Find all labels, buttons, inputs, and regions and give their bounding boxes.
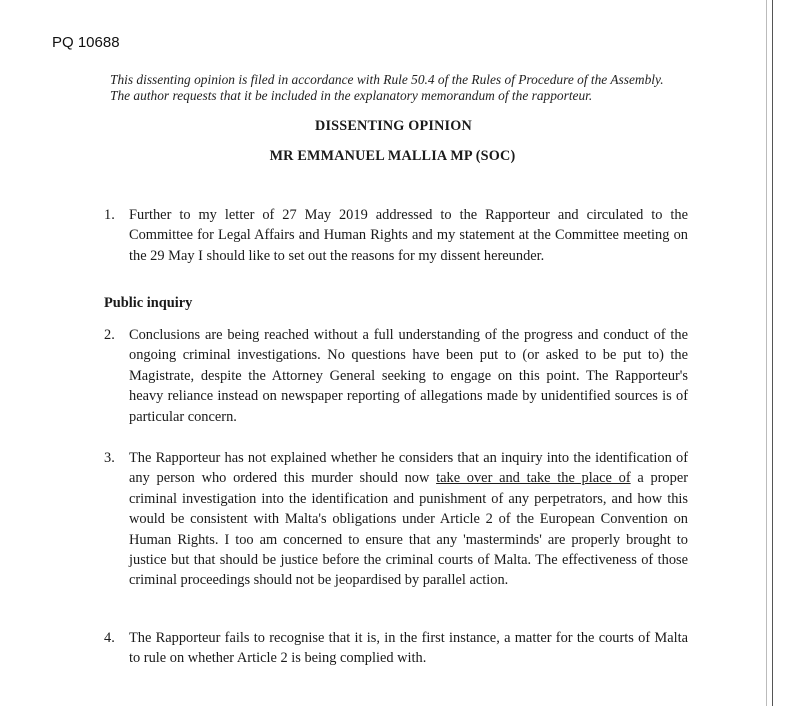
paragraph-text: The Rapporteur fails to recognise that it is, in the first instance, a matter for the courts of Malta to rule on whether Article 2 is being complied with. xyxy=(129,630,688,667)
paragraph-text: Conclusions are being reached without a full understanding of the progress and conduct of the ongoing criminal investigations. No questions have been put to (or asked to be put to) the Magistrate, despite the Attorney General seeking to engage on this point. The Rapporteur's heavy reliance instead on newspaper reporting of allegations made by unidentified sources is of particular concern. xyxy=(129,327,688,425)
paragraph-number: 3. xyxy=(104,450,115,466)
paragraph-4 xyxy=(104,628,688,669)
paragraph-1 xyxy=(104,205,688,266)
paragraph-text-end: a proper criminal investigation into the identification and punishment of any perpetrators, and how this would be consistent with Malta's obligations under Article 2 of the European Convention on Human Rights. I too am concerned to ensure that any 'masterminds' are properly brought to justice but that should be justice before the criminal courts of Malta. The effectiveness of those criminal proceedings should not be jeopardised by parallel action. xyxy=(129,470,689,589)
filing-note-line-1: This dissenting opinion is filed in accordance with Rule 50.4 of the Rules of Procedure of the Assembly. xyxy=(110,72,664,87)
paragraph-text-start: The Rapporteur has not explained whether he considers that an inquiry into the identification of any person who ordered this murder should now xyxy=(129,450,688,487)
paragraph-number: 1. xyxy=(104,207,115,223)
paragraph-number: 2. xyxy=(104,327,115,343)
document-title: DISSENTING OPINION xyxy=(315,118,472,134)
paragraph-text xyxy=(129,448,688,591)
scan-edge-shadow xyxy=(766,0,767,706)
document-reference: PQ 10688 xyxy=(52,34,120,51)
underlined-phrase: take over and take the place of xyxy=(436,470,631,487)
document-author: MR EMMANUEL MALLIA MP (SOC) xyxy=(269,148,516,164)
paragraph-2 xyxy=(104,325,688,427)
paragraph-text: Further to my letter of 27 May 2019 addressed to the Rapporteur and circulated to the Committee for Legal Affairs and Human Rights and my statement at the Committee meeting on the 29 May I should like to set out the reasons for my dissent hereunder. xyxy=(129,207,688,264)
filing-note-line-2: The author requests that it be included in the explanatory memorandum of the rapporteur. xyxy=(110,88,593,103)
scan-edge-line xyxy=(772,0,773,706)
filing-note xyxy=(110,72,710,104)
paragraph-3 xyxy=(104,448,688,591)
paragraph-number: 4. xyxy=(104,630,115,646)
section-heading: Public inquiry xyxy=(104,295,193,311)
